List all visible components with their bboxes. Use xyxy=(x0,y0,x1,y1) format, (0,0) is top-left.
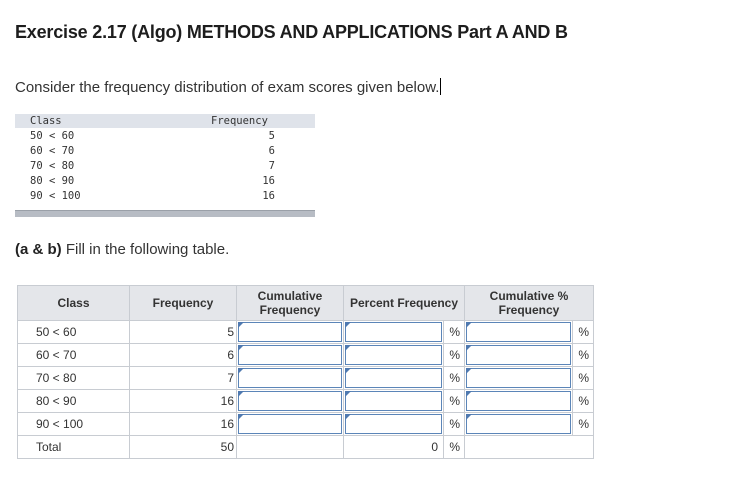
distribution-frequency: 7 xyxy=(268,160,275,172)
percent-sign: % xyxy=(578,417,589,431)
row-frequency: 5 xyxy=(130,321,237,344)
distribution-class-header: Class xyxy=(30,115,62,127)
exercise-title: Exercise 2.17 (Algo) METHODS AND APPLICATIONS Part A AND B xyxy=(15,22,568,42)
percent-sign: % xyxy=(449,348,460,362)
intro-text xyxy=(15,78,441,96)
cumulative-frequency-input[interactable] xyxy=(238,368,342,388)
total-cumulative-percent-cell xyxy=(465,436,594,459)
distribution-row xyxy=(15,189,315,204)
distribution-row xyxy=(15,129,315,144)
input-flag-icon xyxy=(466,391,472,397)
distribution-class: 60 < 70 xyxy=(30,145,75,157)
table-row xyxy=(18,413,594,436)
header-percent-frequency: Percent Frequency xyxy=(344,286,465,321)
input-flag-icon xyxy=(238,391,244,397)
distribution-row xyxy=(15,159,315,174)
cumulative-frequency-input[interactable] xyxy=(238,414,342,434)
distribution-frequency: 16 xyxy=(262,190,275,202)
percent-divider xyxy=(443,367,444,389)
cumulative-frequency-cell xyxy=(237,413,344,436)
total-percent-value: 0 xyxy=(431,440,438,454)
input-flag-icon xyxy=(238,322,244,328)
percent-divider xyxy=(443,321,444,343)
answer-table-header xyxy=(18,286,594,321)
table-row xyxy=(18,390,594,413)
cumulative-percent-cell xyxy=(465,390,594,413)
row-frequency: 16 xyxy=(130,390,237,413)
percent-frequency-cell xyxy=(344,367,465,390)
percent-divider xyxy=(572,367,573,389)
percent-sign: % xyxy=(449,417,460,431)
cumulative-percent-input[interactable] xyxy=(466,345,571,365)
cumulative-frequency-cell xyxy=(237,321,344,344)
percent-sign: % xyxy=(578,325,589,339)
row-frequency: 7 xyxy=(130,367,237,390)
input-flag-icon xyxy=(345,414,351,420)
percent-frequency-input[interactable] xyxy=(345,391,442,411)
table-row xyxy=(18,367,594,390)
cumulative-percent-input[interactable] xyxy=(466,414,571,434)
percent-divider xyxy=(443,436,444,458)
percent-frequency-input[interactable] xyxy=(345,414,442,434)
percent-divider xyxy=(443,413,444,435)
table-row xyxy=(18,344,594,367)
row-frequency: 6 xyxy=(130,344,237,367)
cumulative-percent-cell xyxy=(465,367,594,390)
percent-frequency-input[interactable] xyxy=(345,345,442,365)
header-frequency: Frequency xyxy=(130,286,237,321)
cumulative-percent-input[interactable] xyxy=(466,322,571,342)
text-cursor xyxy=(440,78,441,95)
distribution-frequency: 6 xyxy=(268,145,275,157)
distribution-header xyxy=(15,114,315,128)
cumulative-frequency-cell xyxy=(237,367,344,390)
distribution-class: 70 < 80 xyxy=(30,160,75,172)
part-label: (a & b) xyxy=(15,241,62,258)
input-flag-icon xyxy=(345,368,351,374)
percent-sign: % xyxy=(578,394,589,408)
total-cumulative-cell xyxy=(237,436,344,459)
header-class: Class xyxy=(18,286,130,321)
percent-divider xyxy=(443,344,444,366)
part-instruction xyxy=(15,241,229,258)
percent-frequency-cell xyxy=(344,413,465,436)
percent-divider xyxy=(443,390,444,412)
input-flag-icon xyxy=(238,414,244,420)
total-row xyxy=(18,436,594,459)
part-text: Fill in the following table. xyxy=(61,241,230,258)
percent-divider xyxy=(572,390,573,412)
distribution-class: 50 < 60 xyxy=(30,130,75,142)
percent-frequency-cell xyxy=(344,344,465,367)
percent-sign: % xyxy=(449,394,460,408)
distribution-bottom-rule xyxy=(15,210,315,217)
percent-frequency-cell xyxy=(344,321,465,344)
cumulative-percent-cell xyxy=(465,413,594,436)
row-class: 70 < 80 xyxy=(18,367,130,390)
percent-divider xyxy=(572,413,573,435)
distribution-row xyxy=(15,174,315,189)
cumulative-percent-cell xyxy=(465,321,594,344)
cumulative-frequency-cell xyxy=(237,344,344,367)
total-label: Total xyxy=(18,436,130,459)
row-class: 60 < 70 xyxy=(18,344,130,367)
cumulative-frequency-input[interactable] xyxy=(238,391,342,411)
input-flag-icon xyxy=(466,414,472,420)
distribution-frequency: 5 xyxy=(268,130,275,142)
cumulative-frequency-input[interactable] xyxy=(238,322,342,342)
row-frequency: 16 xyxy=(130,413,237,436)
input-flag-icon xyxy=(345,345,351,351)
cumulative-frequency-cell xyxy=(237,390,344,413)
header-cumulative-percent-frequency: Cumulative % Frequency xyxy=(465,286,594,321)
total-frequency: 50 xyxy=(130,436,237,459)
total-percent-cell xyxy=(344,436,465,459)
frequency-distribution xyxy=(15,114,315,216)
cumulative-percent-input[interactable] xyxy=(466,391,571,411)
percent-frequency-input[interactable] xyxy=(345,322,442,342)
intro-sentence: Consider the frequency distribution of exam scores given below. xyxy=(15,79,440,96)
input-flag-icon xyxy=(466,322,472,328)
row-class: 90 < 100 xyxy=(18,413,130,436)
header-cumulative-frequency: Cumulative Frequency xyxy=(237,286,344,321)
cumulative-percent-cell xyxy=(465,344,594,367)
input-flag-icon xyxy=(238,345,244,351)
percent-divider xyxy=(572,321,573,343)
percent-sign: % xyxy=(578,371,589,385)
percent-sign: % xyxy=(578,348,589,362)
input-flag-icon xyxy=(466,345,472,351)
input-flag-icon xyxy=(466,368,472,374)
cumulative-frequency-input[interactable] xyxy=(238,345,342,365)
percent-sign: % xyxy=(449,325,460,339)
distribution-class: 80 < 90 xyxy=(30,175,75,187)
row-class: 50 < 60 xyxy=(18,321,130,344)
percent-divider xyxy=(572,344,573,366)
input-flag-icon xyxy=(238,368,244,374)
percent-sign: % xyxy=(449,371,460,385)
input-flag-icon xyxy=(345,322,351,328)
distribution-frequency: 16 xyxy=(262,175,275,187)
distribution-frequency-header: Frequency xyxy=(211,115,268,127)
distribution-class: 90 < 100 xyxy=(30,190,81,202)
input-flag-icon xyxy=(345,391,351,397)
percent-sign: % xyxy=(449,440,460,454)
distribution-row xyxy=(15,144,315,159)
answer-table xyxy=(17,285,594,459)
percent-frequency-input[interactable] xyxy=(345,368,442,388)
table-row xyxy=(18,321,594,344)
cumulative-percent-input[interactable] xyxy=(466,368,571,388)
row-class: 80 < 90 xyxy=(18,390,130,413)
percent-frequency-cell xyxy=(344,390,465,413)
